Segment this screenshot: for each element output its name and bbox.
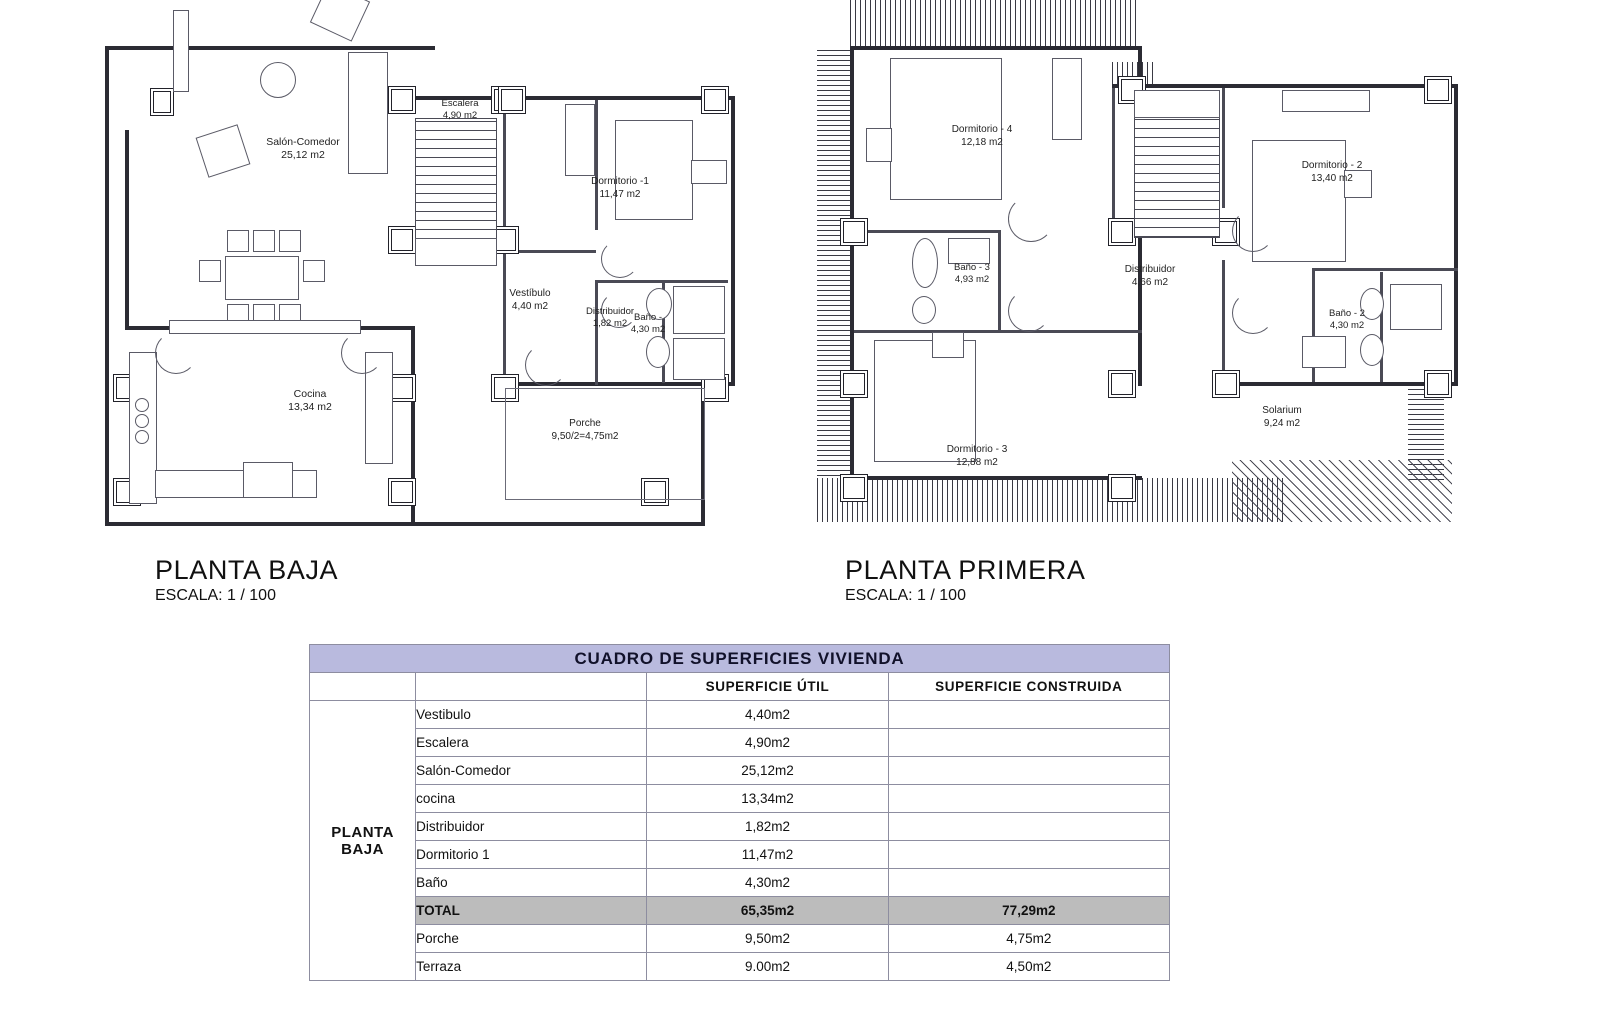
cell-room-name: Porche: [416, 925, 647, 953]
pillar: [388, 478, 416, 506]
room-label-escalera: Escalera 4,90 m2: [441, 98, 479, 121]
cell-construida: [888, 813, 1169, 841]
wall: [595, 100, 598, 230]
furniture-hob-burner: [135, 430, 149, 444]
wall: [854, 230, 1000, 233]
table-row: [310, 757, 1170, 785]
wall: [854, 330, 1142, 333]
plan-scale-planta-primera: ESCALA: 1 / 100: [845, 587, 966, 604]
furniture-toilet: [1360, 334, 1384, 366]
table-row: [310, 785, 1170, 813]
col-head-room: [416, 673, 647, 701]
plan-planta-primera: [812, 0, 1482, 530]
room-label-dormitorio-1: Dormitorio -1 11,47 m2: [591, 176, 649, 200]
pillar: [840, 474, 868, 502]
door-swing: [601, 240, 639, 278]
furniture-wardrobe: [1282, 90, 1370, 112]
cell-construida: 4,75m2: [888, 925, 1169, 953]
wall: [125, 130, 129, 330]
window: [173, 10, 189, 92]
cell-construida: [888, 757, 1169, 785]
furniture-chair: [279, 230, 301, 252]
door-swing: [155, 332, 197, 374]
cell-room-name: Escalera: [416, 729, 647, 757]
room-label-bano-2: Baño - 2 4,30 m2: [1329, 308, 1365, 331]
pillar: [840, 218, 868, 246]
terrace-hatch: [1232, 460, 1452, 522]
furniture-chair: [227, 230, 249, 252]
door-swing: [1008, 290, 1050, 332]
cell-room-name: Baño: [416, 869, 647, 897]
plan-title-planta-primera: PLANTA PRIMERA: [845, 555, 1086, 585]
pillar: [701, 86, 729, 114]
pillar: [1108, 218, 1136, 246]
door-swing: [1008, 196, 1054, 242]
wall: [1454, 84, 1458, 384]
furniture-bed: [615, 120, 693, 220]
furniture-chair: [199, 260, 221, 282]
wall: [506, 250, 596, 253]
roof-hatch: [850, 0, 1140, 46]
staircase-landing: [1134, 90, 1220, 118]
furniture-chair: [253, 230, 275, 252]
cell-util: 65,35m2: [647, 897, 888, 925]
furniture-toilet: [646, 336, 670, 368]
cell-room-name: Vestibulo: [416, 701, 647, 729]
table-row: [310, 813, 1170, 841]
cell-construida: [888, 785, 1169, 813]
room-label-distribuidor: Distribuidor 4,66 m2: [1124, 264, 1176, 288]
cell-construida: 4,50m2: [888, 953, 1169, 981]
furniture-nightstand: [932, 332, 964, 358]
cell-construida: [888, 841, 1169, 869]
col-head-section: [310, 673, 416, 701]
furniture-bathtub: [1302, 336, 1346, 368]
cell-construida: [888, 701, 1169, 729]
furniture-toilet: [912, 296, 936, 324]
furniture-washbasin: [948, 238, 990, 264]
cell-room-name: Dormitorio 1: [416, 841, 647, 869]
room-label-dormitorio-4: Dormitorio - 4 12,18 m2: [951, 124, 1013, 148]
table-title-row: [310, 645, 1170, 673]
section-label-planta-baja: PLANTA BAJA: [310, 701, 416, 981]
wall: [105, 46, 435, 50]
staircase: [1134, 116, 1220, 238]
door-swing: [525, 344, 567, 386]
plan-title-planta-baja: PLANTA BAJA: [155, 555, 339, 585]
plan-planta-baja: [95, 0, 755, 530]
cell-room-name: cocina: [416, 785, 647, 813]
table-row: [310, 869, 1170, 897]
furniture-chair: [303, 260, 325, 282]
cell-room-name: Distribuidor: [416, 813, 647, 841]
room-label-bano-3: Baño - 3 4,93 m2: [954, 262, 990, 285]
table-row: [310, 729, 1170, 757]
door-swing: [341, 332, 383, 374]
door-swing: [1232, 292, 1274, 334]
cell-construida: [888, 869, 1169, 897]
table-row: [310, 925, 1170, 953]
cell-util: 11,47m2: [647, 841, 888, 869]
cell-util: 1,82m2: [647, 813, 888, 841]
room-label-bano: Baño - 4,30 m2: [630, 312, 666, 335]
wall: [1222, 382, 1458, 386]
room-label-distribuidor: Distribuidor 1,82 m2: [585, 306, 635, 329]
col-head-construida: SUPERFICIE CONSTRUIDA: [888, 673, 1169, 701]
pillar: [1108, 474, 1136, 502]
cell-util: 9,50m2: [647, 925, 888, 953]
staircase-landing: [415, 238, 497, 266]
room-label-porche: Porche 9,50/2=4,75m2: [551, 418, 619, 442]
staircase: [415, 118, 497, 240]
table-row-total: [310, 897, 1170, 925]
furniture-wardrobe: [565, 104, 595, 176]
pillar: [1424, 370, 1452, 398]
roof-hatch: [817, 478, 1287, 522]
wall: [850, 46, 1142, 50]
wall: [731, 96, 735, 386]
furniture-nightstand: [691, 160, 727, 184]
cell-util: 13,34m2: [647, 785, 888, 813]
cell-util: 4,40m2: [647, 701, 888, 729]
furniture-shower: [1390, 284, 1442, 330]
furniture-armchair: [310, 0, 370, 42]
door-swing: [1232, 210, 1274, 252]
table-row: [310, 953, 1170, 981]
room-label-dormitorio-3: Dormitorio - 3 12,88 m2: [946, 444, 1008, 468]
pillar: [388, 226, 416, 254]
cell-construida: 77,29m2: [888, 897, 1169, 925]
pillar: [1424, 76, 1452, 104]
porche-outline: [505, 388, 705, 500]
room-label-solarium: Solarium 9,24 m2: [1262, 405, 1302, 429]
pillar: [1212, 370, 1240, 398]
wall: [1312, 268, 1458, 271]
pillar: [150, 88, 174, 116]
pillar: [840, 370, 868, 398]
col-head-util: SUPERFICIE ÚTIL: [647, 673, 888, 701]
wall: [1112, 84, 1458, 88]
window: [169, 320, 361, 334]
wall: [105, 46, 109, 526]
wall: [850, 476, 1142, 480]
furniture-nightstand: [866, 128, 892, 162]
wall: [105, 522, 705, 526]
pillar: [1108, 370, 1136, 398]
table-title: CUADRO DE SUPERFICIES VIVIENDA: [310, 645, 1170, 673]
plan-scale-planta-baja: ESCALA: 1 / 100: [155, 587, 276, 604]
table-row: [310, 701, 1170, 729]
cell-util: 4,30m2: [647, 869, 888, 897]
cell-room-name: Salón-Comedor: [416, 757, 647, 785]
furniture-dining-table: [225, 256, 299, 300]
cell-util: 9.00m2: [647, 953, 888, 981]
furniture-round-table: [260, 62, 296, 98]
cell-room-name: Terraza: [416, 953, 647, 981]
surface-table: [309, 644, 1170, 981]
furniture-bathtub: [673, 338, 725, 380]
wall: [1222, 88, 1225, 208]
furniture-kitchen-counter: [129, 352, 157, 504]
roof-hatch: [817, 46, 853, 476]
surface-table-wrapper: [309, 644, 1170, 981]
wall: [595, 280, 598, 385]
cell-util: 25,12m2: [647, 757, 888, 785]
furniture-hob-burner: [135, 414, 149, 428]
room-label-dormitorio-2: Dormitorio - 2 13,40 m2: [1301, 160, 1363, 184]
cell-construida: [888, 729, 1169, 757]
room-label-cocina: Cocina 13,34 m2: [288, 388, 332, 414]
table-row: [310, 841, 1170, 869]
room-label-salon-comedor: Salón-Comedor 25,12 m2: [266, 136, 340, 162]
table-header-row: [310, 673, 1170, 701]
furniture-hob-burner: [135, 398, 149, 412]
room-label-vestibulo: Vestíbulo 4,40 m2: [509, 288, 551, 312]
wall: [850, 46, 854, 480]
cell-room-name: TOTAL: [416, 897, 647, 925]
cell-util: 4,90m2: [647, 729, 888, 757]
wall: [1112, 88, 1115, 228]
furniture-sink: [243, 462, 293, 498]
